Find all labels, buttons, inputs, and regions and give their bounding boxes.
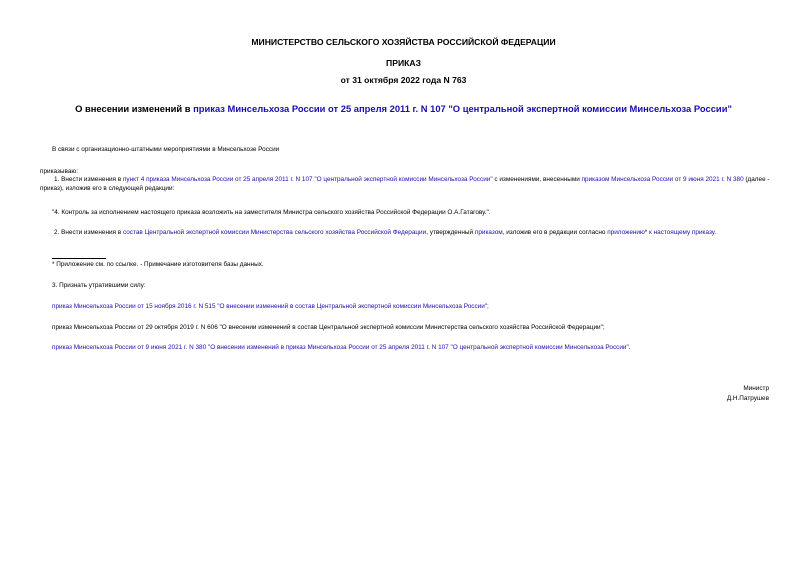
intro-paragraph: В связи с организационно-штатными мероприятиями в Минсельхозе России [52,146,280,153]
item-1-link-order-107[interactable]: приказа Минсельхоза России от 25 апреля 2011 г. N 107 "О центральной экспертной комиссии Минсельхоза России" [146,176,493,183]
repeal-item-3-end: . [628,344,631,351]
item-1-text-4: (далее - приказ), изложив его в следующей редакции: [40,176,770,192]
item-1-text-3: с изменениями, внесенными [492,176,582,183]
subject-prefix: О внесении изменений в [75,103,194,114]
repeal-item-2: приказ Минсельхоза России от 29 октября 2019 г. N 606 "О внесении изменений в состав Центральной экспертной комиссии Министерства сельского хозяйства Российской Федерации"; [52,324,605,331]
item-2-text-1: 2. Внести изменения в [54,229,123,236]
order-date: от 31 октября 2022 года N 763 [340,75,467,85]
item-3-paragraph: 3. Признать утратившими силу: [52,282,146,289]
subject-link[interactable]: приказ Минсельхоза России от 25 апреля 2011 г. N 107 "О центральной экспертной комиссии Минсельхоза России" [193,103,732,114]
document-subject [0,103,807,114]
order-verb: приказываю: [40,168,78,175]
item-1-link-point-4[interactable]: пункт 4 [122,176,145,183]
item-2-text-4: * [644,229,650,236]
repeal-item-3 [52,343,631,352]
ministry-name: МИНИСТЕРСТВО СЕЛЬСКОГО ХОЗЯЙСТВА РОССИЙСКОЙ ФЕДЕРАЦИИ [251,37,556,47]
item-1-link-order-380[interactable]: приказом Минсельхоза России от 9 июня 2021 г. N 380 [581,176,744,183]
item-2-paragraph [40,228,770,237]
signature-title: Министр [743,385,769,392]
item-2-link-appendix[interactable]: приложению [607,229,645,236]
item-2-link-order[interactable]: приказом [474,229,503,236]
item-2-text-3: , изложив его в редакции согласно [502,229,608,236]
quote-point-4: "4. Контроль за исполнением настоящего приказа возложить на заместителя Министра сельского хозяйства Российской Федерации О.А.Гатагову.". [52,209,491,216]
item-1-text-1: 1. Внести изменения в [54,176,123,183]
repeal-item-1[interactable]: приказ Минсельхоза России от 15 ноября 2016 г. N 515 "О внесении изменений в состав Центральной экспертной комиссии Минсельхоза России"; [52,303,489,310]
item-2-text-2: , утвержденный [426,229,475,236]
repeal-item-3-link[interactable]: приказ Минсельхоза России от 9 июня 2021 г. N 380 "О внесении изменений в приказ Минсельхоза России от 25 апреля 2011 г. N 107 "О центральной экспертной комиссии Минсельхоза России" [52,344,629,351]
footnote: * Приложение см. по ссылке. - Примечание изготовителя базы данных. [52,261,264,268]
signature-name: Д.Н.Патрушев [726,395,769,402]
item-1-paragraph [40,175,770,193]
footnote-divider [52,258,106,259]
item-2-link-this-order[interactable]: к настоящему приказу [649,229,715,236]
document-type: ПРИКАЗ [386,58,421,68]
item-2-link-commission[interactable]: состав Центральной экспертной комиссии Министерства сельского хозяйства Российской Федерации [122,229,427,236]
item-2-text-5: . [714,229,717,236]
